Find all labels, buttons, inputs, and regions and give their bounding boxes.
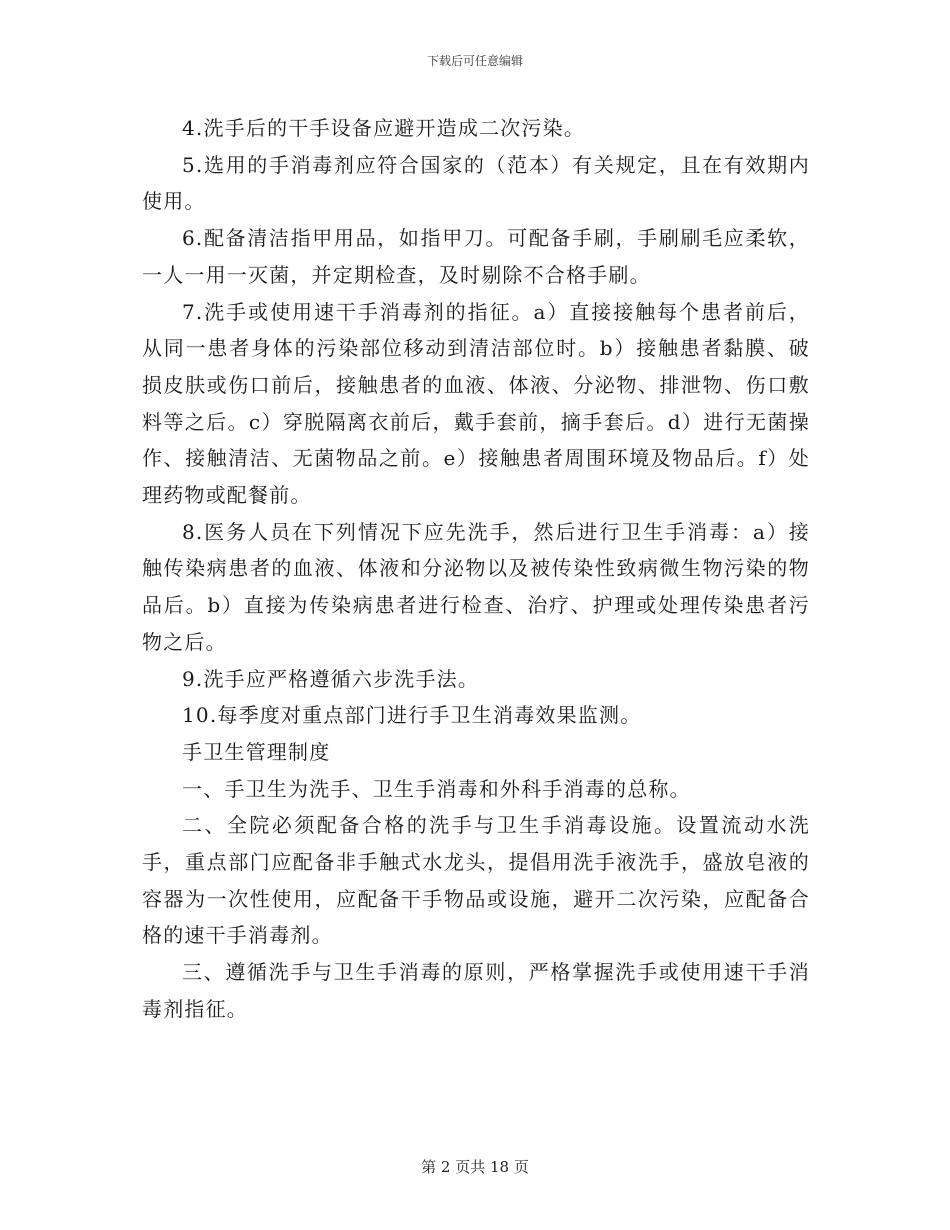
page-footer: 第 2 页共 18 页 (421, 1158, 529, 1176)
paragraph-item-10: 10.每季度对重点部门进行手卫生消毒效果监测。 (182, 703, 642, 728)
paragraph-item-5: 5.选用的手消毒剂应符合国家的（范本）有关规定，且在有效期内使用。 (142, 152, 810, 214)
paragraph-item-9: 9.洗手应严格遵循六步洗手法。 (182, 666, 480, 691)
document-body (142, 110, 810, 1028)
paragraph-item-7: 7.洗手或使用速干手消毒剂的指征。a）直接接触每个患者前后，从同一患者身体的污染部位移动到清洁部位时。b）接触患者黏膜、破损皮肤或伤口前后，接触患者的血液、体液、分泌物、排泄物、伤口敷料等之后。c）穿脱隔离衣前后，戴手套前，摘手套后。d）进行无菌操作、接触清洁、无菌物品之前。e）接触患者周围环境及物品后。f）处理药物或配餐前。 (142, 299, 810, 508)
section-title: 手卫生管理制度 (182, 739, 331, 764)
page-header: 下载后可任意编辑 (426, 54, 523, 68)
rule-three: 三、遵循洗手与卫生手消毒的原则，严格掌握洗手或使用速干手消毒剂指征。 (142, 960, 810, 1021)
rule-two: 二、全院必须配备合格的洗手与卫生手消毒设施。设置流动水洗手，重点部门应配备非手触式水龙头，提倡用洗手液洗手，盛放皂液的容器为一次性使用，应配备干手物品或设施，避开二次污染，应配备合格的速干手消毒剂。 (142, 813, 810, 948)
paragraph-item-4: 4.洗手后的干手设备应避开造成二次污染。 (182, 116, 586, 140)
paragraph-item-6: 6.配备清洁指甲用品，如指甲刀。可配备手刷，手刷刷毛应柔软，一人一用一灭菌，并定期检查，及时剔除不合格手刷。 (142, 226, 810, 287)
rule-one: 一、手卫生为洗手、卫生手消毒和外科手消毒的总称。 (182, 776, 691, 801)
paragraph-item-8: 8.医务人员在下列情况下应先洗手，然后进行卫生手消毒：a）接触传染病患者的血液、体液和分泌物以及被传染性致病微生物污染的物品后。b）直接为传染病患者进行检查、治疗、护理或处理传染患者污物之后。 (142, 519, 810, 654)
